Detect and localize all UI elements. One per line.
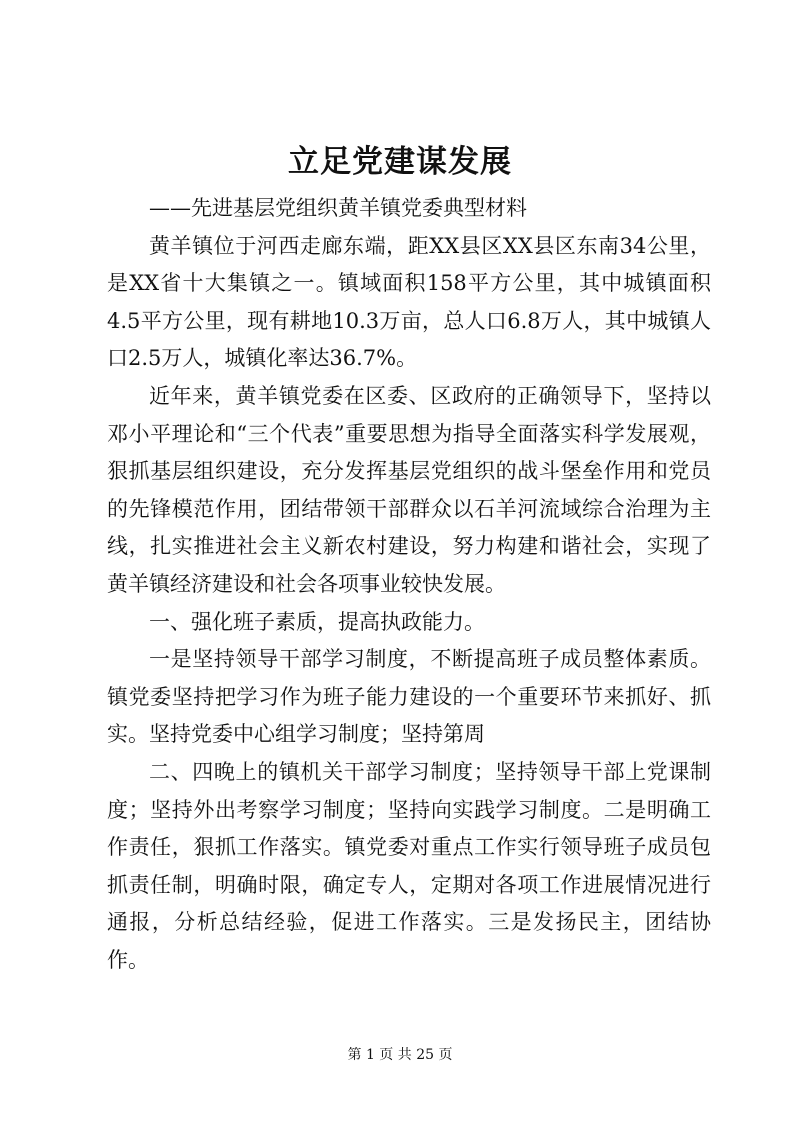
subtitle-paragraph: ——先进基层党组织黄羊镇党委典型材料: [149, 196, 527, 220]
document-body: [107, 190, 711, 979]
body-paragraph: 二、四晚上的镇机关干部学习制度；坚持领导干部上党课制度；坚持外出考察学习制度；坚持向实践学习制度。二是明确工作责任，狠抓工作落实。镇党委对重点工作实行领导班子成员包抓责任制，明确时限，确定专人，定期对各项工作进展情况进行通报，分析总结经验，促进工作落实。三是发扬民主，团结协作。: [107, 759, 711, 972]
section-heading: 一、强化班子素质，提高执政能力。: [149, 609, 485, 634]
body-paragraph: 一是坚持领导干部学习制度，不断提高班子成员整体素质。镇党委坚持把学习作为班子能力建设的一个重要环节来抓好、抓实。坚持党委中心组学习制度；坚持第周: [107, 647, 711, 747]
body-paragraph: 黄羊镇位于河西走廊东端，距XX县区XX县区东南34公里，是XX省十大集镇之一。镇域面积158平方公里，其中城镇面积4.5平方公里，现有耕地10.3万亩，总人口6.8万人，其中城镇人口2.5万人，城镇化率达36.7%。: [107, 233, 711, 371]
page-footer: 第 1 页 共 25 页: [347, 1047, 453, 1063]
body-paragraph: 近年来，黄羊镇党委在区委、区政府的正确领导下，坚持以邓小平理论和“三个代表”重要思想为指导全面落实科学发展观，狠抓基层组织建设，充分发挥基层党组织的战斗堡垒作用和党员的先锋模范作用，团结带领干部群众以石羊河流域综合治理为主线，扎实推进社会主义新农村建设，努力构建和谐社会，实现了黄羊镇经济建设和社会各项事业较快发展。: [107, 383, 711, 596]
page-title: 立足党建谋发展: [288, 144, 512, 180]
